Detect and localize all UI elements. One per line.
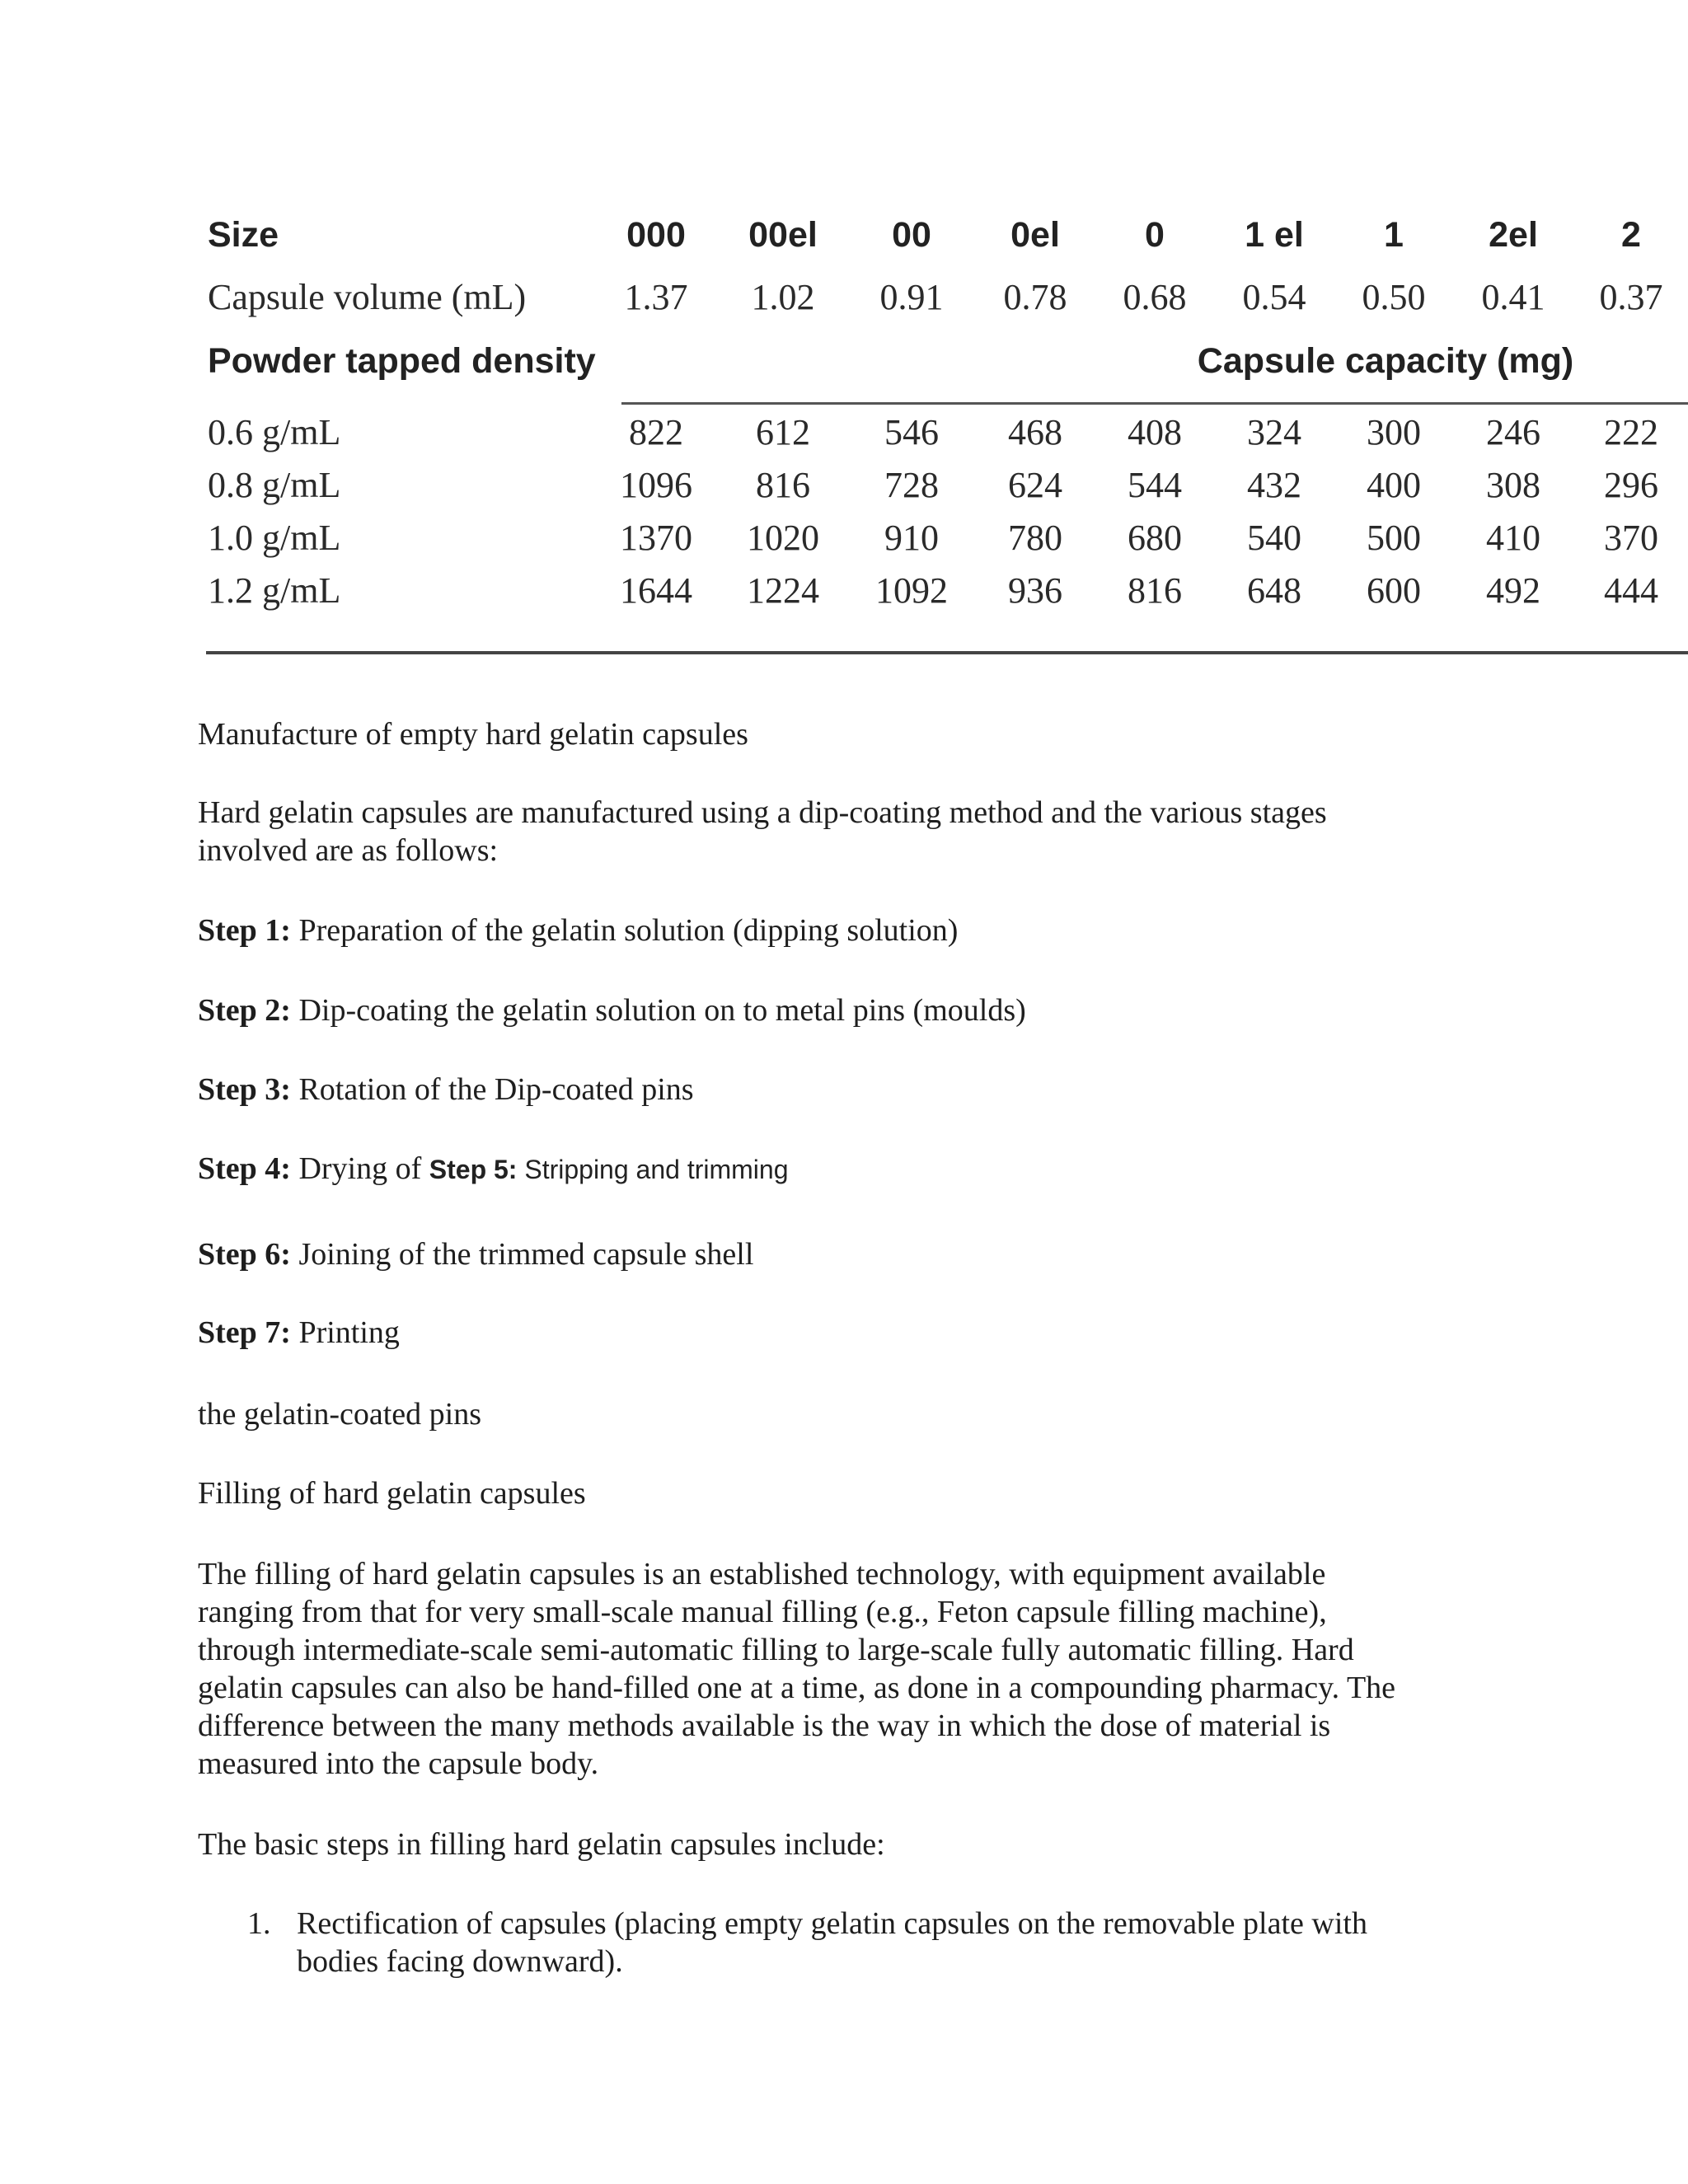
step-label: Step 2: [198,993,291,1028]
list-body [297,1905,1367,1980]
volume-cell: 1.02 [751,277,815,317]
capacity-cell: 936 [1008,570,1062,611]
list-line: Rectification of capsules (placing empty gelatin capsules on the removable plate with [297,1906,1367,1941]
list-number: 1. [247,1906,271,1941]
table-divider [621,402,1688,405]
step-text: Stripping and trimming [517,1155,789,1184]
table-row [203,566,1688,616]
size-label: Size [208,215,279,255]
capacity-cell: 410 [1486,518,1540,558]
capacity-cell: 408 [1128,412,1182,452]
step-label: Step 1: [198,913,291,948]
table-row [203,461,1688,510]
capacity-cell: 822 [629,412,683,452]
volume-cell: 0.41 [1481,277,1545,317]
manufacture-heading: Manufacture of empty hard gelatin capsules [198,717,748,752]
capacity-cell: 624 [1008,465,1062,505]
volume-cell: 0.68 [1123,277,1187,317]
capacity-cell: 308 [1486,465,1540,505]
table-row-volume [203,273,1688,322]
step-label: Step 7: [198,1315,291,1350]
step-label: Step 6: [198,1237,291,1272]
capacity-cell: 492 [1486,570,1540,611]
capacity-cell: 1370 [620,518,692,558]
capacity-cell: 544 [1128,465,1182,505]
size-cell: 2el [1489,215,1538,255]
step-text: Joining of the trimmed capsule shell [290,1237,754,1272]
density-label: Powder tapped density [208,341,596,381]
capacity-cell: 612 [756,412,810,452]
size-cell: 0el [1010,215,1060,255]
capacity-cell: 780 [1008,518,1062,558]
capacity-cell: 296 [1604,465,1658,505]
filling-paragraph [198,1555,1484,1783]
capacity-cell: 816 [1128,570,1182,611]
size-cell: 2 [1621,215,1641,255]
density-value: 1.0 g/mL [208,518,341,558]
step-3 [198,1071,1484,1108]
step-6 [198,1235,1484,1273]
basic-steps-intro: The basic steps in filling hard gelatin capsules include: [198,1827,885,1862]
table-row [203,408,1688,457]
capacity-cell: 444 [1604,570,1658,611]
capacity-cell: 1020 [747,518,819,558]
capacity-cell: 1092 [875,570,948,611]
capacity-cell: 728 [884,465,939,505]
capacity-cell: 910 [884,518,939,558]
step-text: Preparation of the gelatin solution (dipping solution) [290,913,959,948]
intro-line-1: Hard gelatin capsules are manufactured using a dip-coating method and the various stages [198,795,1327,830]
capacity-cell: 300 [1367,412,1421,452]
size-cell: 00 [892,215,931,255]
step-7 [198,1314,1484,1352]
filling-heading: Filling of hard gelatin capsules [198,1476,586,1511]
volume-cell: 0.50 [1362,277,1426,317]
step-text: Dip-coating the gelatin solution on to metal pins (moulds) [290,993,1026,1028]
density-value: 0.6 g/mL [208,412,341,452]
paragraph-line: difference between the many methods available is the way in which the dose of material is [198,1708,1331,1743]
paragraph-line: gelatin capsules can also be hand-filled one at a time, as done in a compounding pharmacy. The [198,1671,1396,1705]
paragraph-line: through intermediate-scale semi-automatic filling to large-scale fully automatic filling. Hard [198,1633,1354,1667]
paragraph-line: ranging from that for very small-scale manual filling (e.g., Feton capsule filling machine), [198,1595,1327,1629]
capacity-heading: Capsule capacity (mg) [1197,341,1574,381]
step-1 [198,912,1484,949]
volume-cell: 0.37 [1599,277,1663,317]
list-line: bodies facing downward). [297,1944,623,1979]
size-cell: 0 [1145,215,1165,255]
capacity-cell: 1644 [620,570,692,611]
capacity-cell: 324 [1247,412,1301,452]
capacity-cell: 546 [884,412,939,452]
step-2 [198,991,1484,1029]
capacity-cell: 648 [1247,570,1301,611]
capacity-cell: 432 [1247,465,1301,505]
capacity-cell: 370 [1604,518,1658,558]
capacity-cell: 816 [756,465,810,505]
volume-cell: 0.54 [1242,277,1306,317]
volume-cell: 0.91 [879,277,944,317]
capsule-capacity-table [203,210,1688,663]
step-text: Rotation of the Dip-coated pins [290,1072,694,1107]
paragraph-line: measured into the capsule body. [198,1746,599,1781]
capacity-cell: 246 [1486,412,1540,452]
table-row-size [203,210,1688,260]
capacity-cell: 468 [1008,412,1062,452]
step-text: Drying of [290,1151,429,1186]
intro-line-2: involved are as follows: [198,833,499,868]
capacity-cell: 1096 [620,465,692,505]
capacity-cell: 680 [1128,518,1182,558]
capacity-cell: 540 [1247,518,1301,558]
size-cell: 1 el [1245,215,1304,255]
step-text: Printing [290,1315,400,1350]
table-row-density-heading [203,336,1688,386]
table-bottom-rule [206,651,1688,654]
capacity-cell: 600 [1367,570,1421,611]
size-cell: 000 [626,215,686,255]
step-4-continuation: the gelatin-coated pins [198,1397,481,1432]
step-label: Step 4: [198,1151,291,1186]
capacity-cell: 500 [1367,518,1421,558]
paragraph-line: The filling of hard gelatin capsules is an established technology, with equipment available [198,1557,1326,1591]
size-cell: 00el [748,215,818,255]
step-label: Step 3: [198,1072,291,1107]
capacity-cell: 1224 [747,570,819,611]
step-label: Step 5: [429,1155,518,1184]
volume-label: Capsule volume (mL) [208,277,527,317]
capacity-cell: 222 [1604,412,1658,452]
volume-cell: 1.37 [624,277,688,317]
table-row [203,513,1688,563]
step-4 [198,1150,1484,1188]
density-value: 1.2 g/mL [208,570,341,611]
density-value: 0.8 g/mL [208,465,341,505]
capacity-cell: 400 [1367,465,1421,505]
size-cell: 1 [1384,215,1404,255]
volume-cell: 0.78 [1003,277,1067,317]
step-5-inline [429,1155,789,1184]
